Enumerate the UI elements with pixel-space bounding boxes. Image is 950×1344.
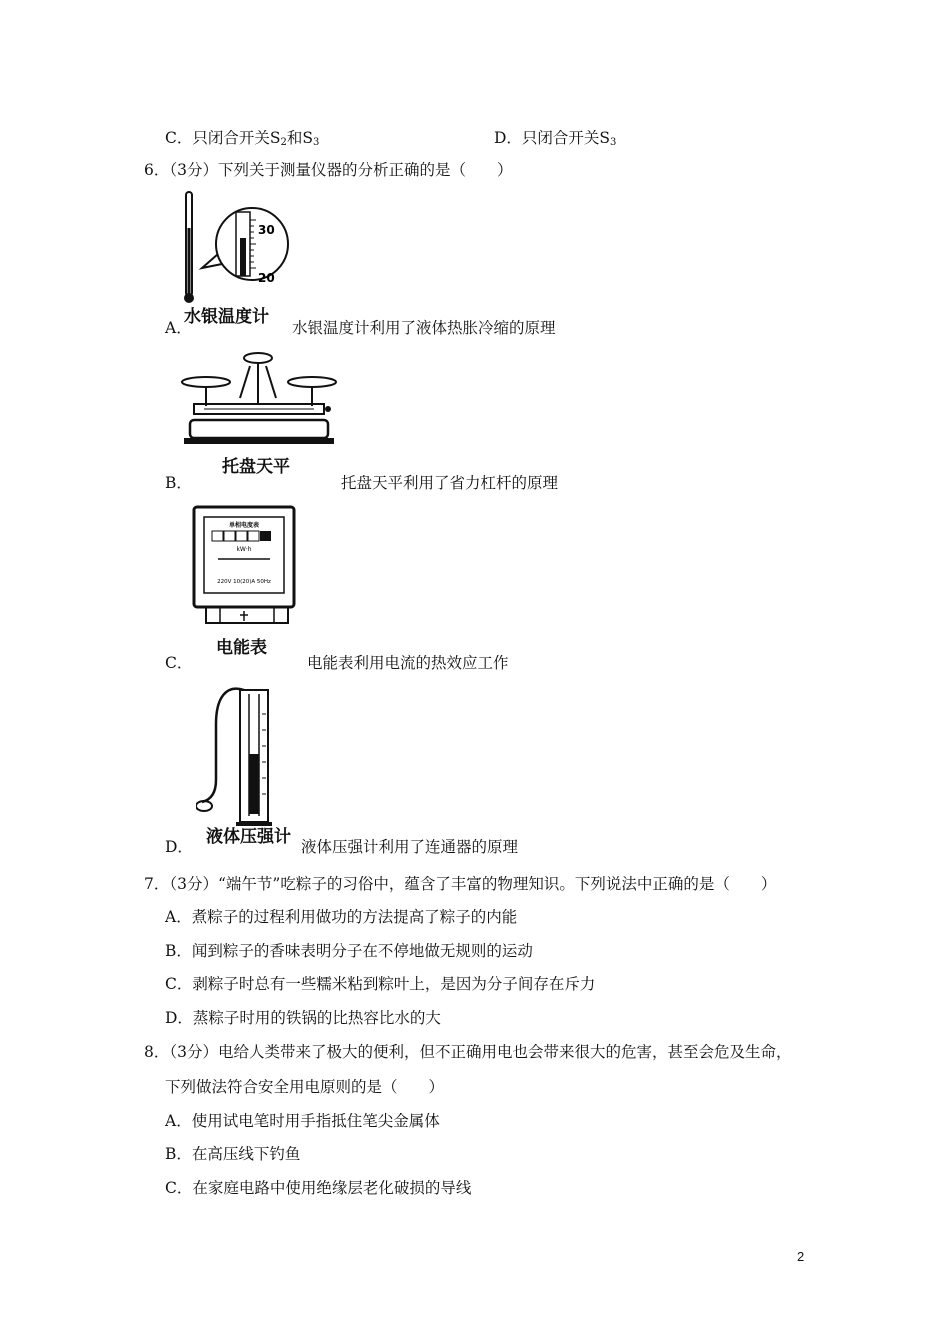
thermometer-caption: 水银温度计 bbox=[184, 307, 269, 327]
page-number: 2 bbox=[797, 1249, 805, 1264]
q7-stem: 7．（3分）“端午节”吃粽子的习俗中，蕴含了丰富的物理知识。下列说法中正确的是（ ） bbox=[144, 875, 777, 893]
q8-stem-line1: 8．（3分）电给人类带来了极大的便利，但不正确用电也会带来很大的危害，甚至会危及生命， bbox=[144, 1043, 792, 1061]
q6-option-c-label: C． bbox=[165, 654, 193, 672]
balance-figure bbox=[180, 348, 340, 478]
q8-option-b: B．在高压线下钓鱼 bbox=[165, 1145, 301, 1163]
q8-option-c: C．在家庭电路中使用绝缘层老化破损的导线 bbox=[165, 1179, 472, 1197]
pressure-gauge-figure bbox=[196, 684, 306, 844]
pressure-gauge-caption: 液体压强计 bbox=[206, 827, 291, 844]
scale-30-label: 30 bbox=[258, 223, 275, 237]
meter-specs: 220V 10(20)A 50Hz bbox=[217, 579, 271, 585]
q8-stem-line2: 下列做法符合安全用电原则的是（ ） bbox=[165, 1078, 445, 1096]
q5-option-d: D．只闭合开关$S_3$ bbox=[494, 129, 617, 148]
q7-option-c: C．剥粽子时总有一些糯米粘到粽叶上，是因为分子间存在斥力 bbox=[165, 975, 596, 993]
q7-option-d: D．蒸粽子时用的铁锅的比热容比水的大 bbox=[165, 1009, 441, 1027]
thermometer-figure bbox=[180, 188, 290, 328]
balance-caption: 托盘天平 bbox=[222, 457, 290, 477]
electric-meter-figure bbox=[190, 503, 305, 663]
q8-option-a: A．使用试电笔时用手指抵住笔尖金属体 bbox=[165, 1112, 440, 1130]
meter-unit: kW·h bbox=[236, 546, 252, 553]
q6-option-a-text: 水银温度计利用了液体热胀冷缩的原理 bbox=[292, 319, 556, 337]
q5-option-c: C．只闭合开关$S_2$和$S_3$ bbox=[165, 129, 320, 148]
q6-option-b-label: B． bbox=[165, 474, 192, 492]
q6-option-c-text: 电能表利用电流的热效应工作 bbox=[307, 654, 509, 672]
q6-option-b-text: 托盘天平利用了省力杠杆的原理 bbox=[341, 474, 559, 492]
electric-meter-caption: 电能表 bbox=[216, 638, 267, 658]
q6-option-d-label: D． bbox=[165, 838, 193, 856]
q7-option-a: A．煮粽子的过程利用做功的方法提高了粽子的内能 bbox=[165, 908, 518, 926]
q6-option-d-text: 液体压强计利用了连通器的原理 bbox=[301, 838, 519, 856]
scale-20-label: 20 bbox=[258, 271, 275, 285]
q6-stem: 6．（3分）下列关于测量仪器的分析正确的是（ ） bbox=[144, 161, 513, 179]
q6-option-a-label: A． bbox=[165, 319, 192, 337]
meter-title: 单相电度表 bbox=[228, 522, 260, 529]
q7-option-b: B．闻到粽子的香味表明分子在不停地做无规则的运动 bbox=[165, 942, 533, 960]
